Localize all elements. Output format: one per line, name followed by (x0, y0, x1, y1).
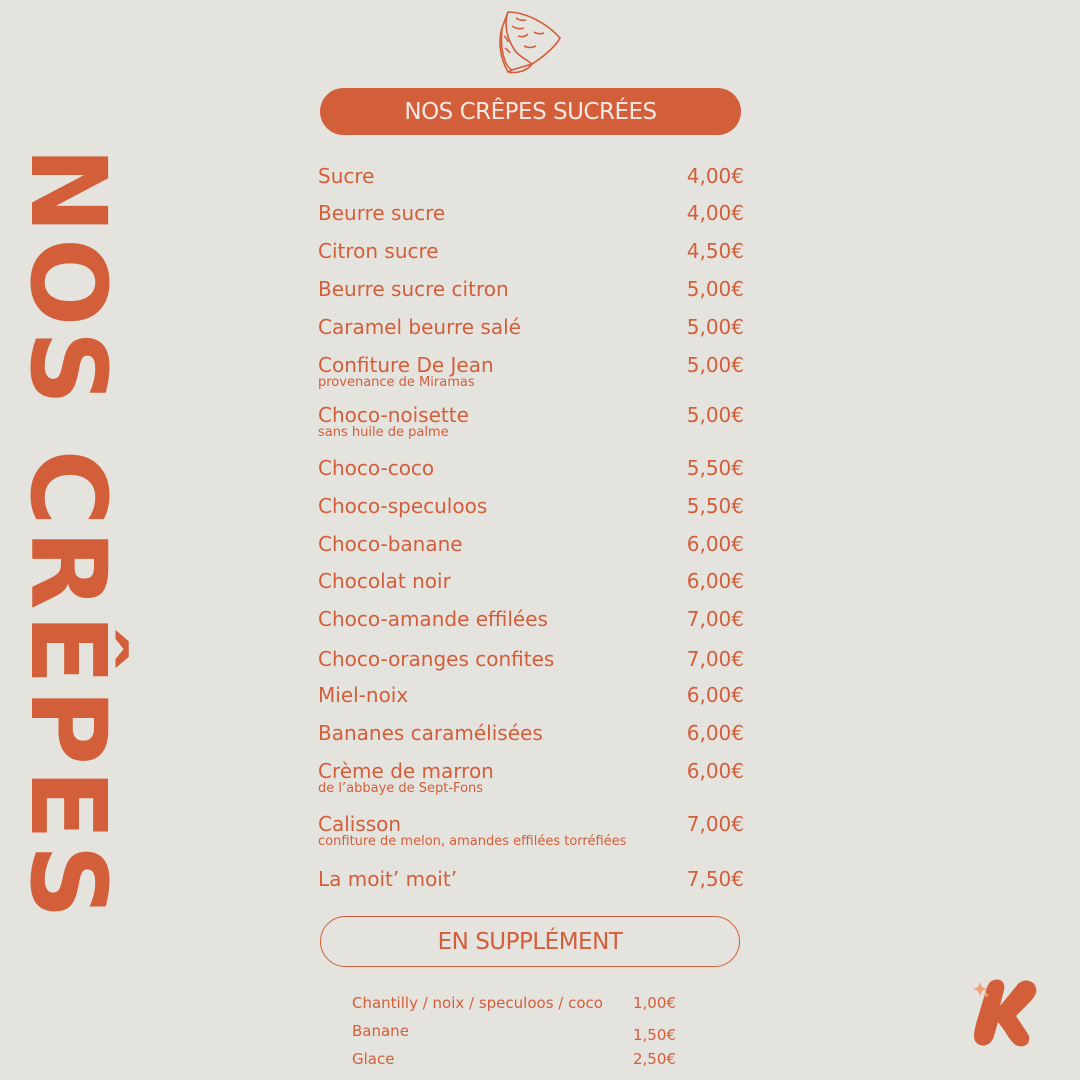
item-name: Choco-speculoos (318, 494, 488, 518)
item-name: Choco-banane (318, 532, 463, 556)
item-name: Miel-noix (318, 683, 409, 707)
item-price: 6,00€ (686, 683, 744, 707)
supplement-name: Chantilly / noix / speculoos / coco (352, 994, 603, 1012)
item-description: sans huile de palme (318, 425, 449, 440)
item-name: Chocolat noir (318, 569, 451, 593)
item-price: 5,00€ (686, 353, 744, 377)
item-price: 6,00€ (686, 569, 744, 593)
item-name: Calisson (318, 812, 402, 836)
item-name: Bananes caramélisées (318, 721, 543, 745)
item-name: Confiture De Jean (318, 353, 494, 377)
item-name: Choco-coco (318, 456, 435, 480)
item-price: 6,00€ (686, 721, 744, 745)
item-name: Choco-oranges confites (318, 647, 555, 671)
item-name: Caramel beurre salé (318, 315, 521, 339)
supplement-name: Banane (352, 1022, 409, 1040)
item-name: Citron sucre (318, 239, 439, 263)
item-price: 5,00€ (686, 315, 744, 339)
item-name: Choco-noisette (318, 403, 469, 427)
item-description: de l’abbaye de Sept-Fons (318, 781, 484, 796)
item-price: 4,00€ (686, 201, 744, 225)
supplement-name: Glace (352, 1050, 395, 1068)
item-price: 6,00€ (686, 532, 744, 556)
section-header-supplement: EN SUPPLÉMENT (320, 916, 740, 967)
item-price: 5,00€ (686, 277, 744, 301)
crepe-icon (494, 8, 566, 78)
section-header-sucrees: NOS CRÊPES SUCRÉES (320, 88, 741, 135)
item-price: 6,00€ (686, 759, 744, 783)
supplement-price: 1,00€ (633, 994, 676, 1012)
item-price: 5,00€ (686, 403, 744, 427)
item-name: Beurre sucre (318, 201, 446, 225)
item-name: Choco-amande effilées (318, 607, 548, 631)
item-price: 4,00€ (686, 164, 744, 188)
item-name: Crème de marron (318, 759, 494, 783)
supplement-price: 2,50€ (633, 1050, 676, 1068)
item-description: confiture de melon, amandes effilées torréfiées (318, 834, 627, 849)
supplement-price: 1,50€ (633, 1026, 676, 1044)
item-price: 7,00€ (686, 607, 744, 631)
item-price: 7,50€ (686, 867, 744, 891)
item-description: provenance de Miramas (318, 375, 475, 390)
item-price: 5,50€ (686, 456, 744, 480)
item-price: 5,50€ (686, 494, 744, 518)
item-price: 7,00€ (686, 812, 744, 836)
side-title: NOS CRÊPES (7, 146, 129, 924)
item-price: 7,00€ (686, 647, 744, 671)
item-name: Sucre (318, 164, 375, 188)
k-logo-icon (966, 972, 1048, 1050)
item-name: Beurre sucre citron (318, 277, 509, 301)
item-name: La moit’ moit’ (318, 867, 458, 891)
item-price: 4,50€ (686, 239, 744, 263)
